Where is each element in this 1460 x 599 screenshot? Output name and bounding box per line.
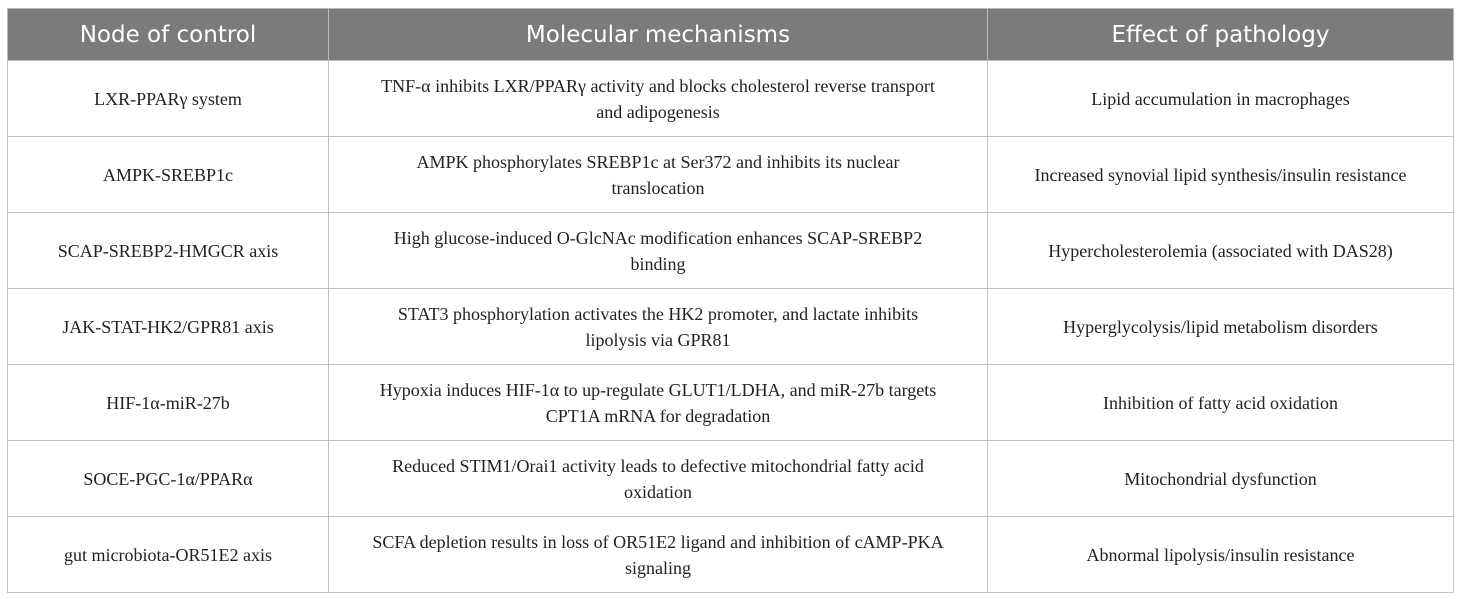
data-table xyxy=(7,8,1454,593)
header-row xyxy=(8,9,1454,61)
cell-effect: Abnormal lipolysis/insulin resistance xyxy=(988,517,1454,593)
cell-node: gut microbiota-OR51E2 axis xyxy=(8,517,329,593)
cell-node: HIF-1α-miR-27b xyxy=(8,365,329,441)
cell-mechanism: High glucose-induced O-GlcNAc modification enhances SCAP-SREBP2 binding xyxy=(329,213,988,289)
cell-effect: Increased synovial lipid synthesis/insulin resistance xyxy=(988,137,1454,213)
cell-node: LXR-PPARγ system xyxy=(8,61,329,137)
cell-mechanism: Reduced STIM1/Orai1 activity leads to defective mitochondrial fatty acid oxidation xyxy=(329,441,988,517)
header-node-of-control: Node of control xyxy=(8,9,329,61)
table-row xyxy=(8,365,1454,441)
cell-effect: Hypercholesterolemia (associated with DAS28) xyxy=(988,213,1454,289)
cell-mechanism: Hypoxia induces HIF-1α to up-regulate GLUT1/LDHA, and miR-27b targets CPT1A mRNA for degradation xyxy=(329,365,988,441)
table-row xyxy=(8,517,1454,593)
cell-mechanism: AMPK phosphorylates SREBP1c at Ser372 and inhibits its nuclear translocation xyxy=(329,137,988,213)
cell-node: SCAP-SREBP2-HMGCR axis xyxy=(8,213,329,289)
table-row xyxy=(8,61,1454,137)
cell-mechanism: SCFA depletion results in loss of OR51E2 ligand and inhibition of cAMP-PKA signaling xyxy=(329,517,988,593)
table-row xyxy=(8,441,1454,517)
cell-node: AMPK-SREBP1c xyxy=(8,137,329,213)
cell-mechanism: TNF-α inhibits LXR/PPARγ activity and blocks cholesterol reverse transport and adipogenesis xyxy=(329,61,988,137)
table-row xyxy=(8,137,1454,213)
cell-effect: Inhibition of fatty acid oxidation xyxy=(988,365,1454,441)
cell-effect: Lipid accumulation in macrophages xyxy=(988,61,1454,137)
cell-effect: Mitochondrial dysfunction xyxy=(988,441,1454,517)
cell-node: JAK-STAT-HK2/GPR81 axis xyxy=(8,289,329,365)
cell-effect: Hyperglycolysis/lipid metabolism disorders xyxy=(988,289,1454,365)
cell-node: SOCE-PGC-1α/PPARα xyxy=(8,441,329,517)
table-row xyxy=(8,213,1454,289)
header-molecular-mechanisms: Molecular mechanisms xyxy=(329,9,988,61)
table-row xyxy=(8,289,1454,365)
header-effect-of-pathology: Effect of pathology xyxy=(988,9,1454,61)
cell-mechanism: STAT3 phosphorylation activates the HK2 promoter, and lactate inhibits lipolysis via GPR81 xyxy=(329,289,988,365)
